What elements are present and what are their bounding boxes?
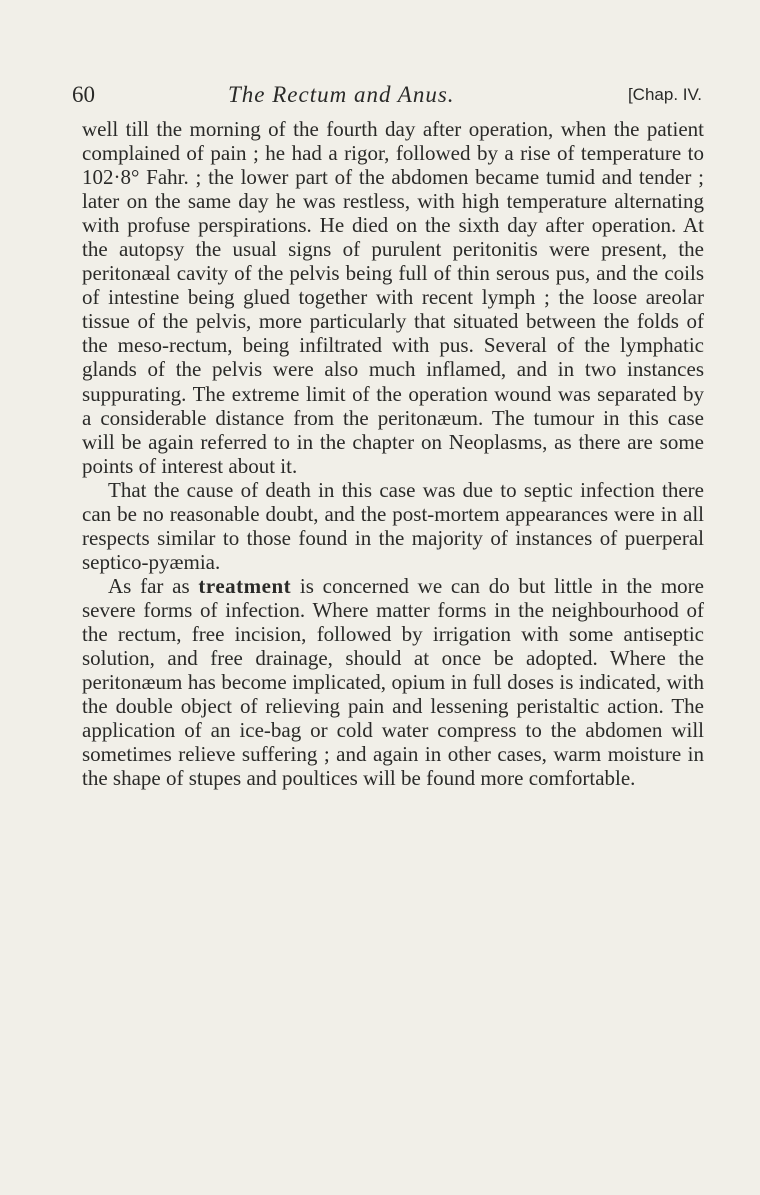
page-number: 60 xyxy=(72,82,95,107)
paragraph-3-body: is concerned we can do but little in the more severe forms of infection. Where matter forms in the neighbourhood of the rectum, free incision, followed by irrigation with some antiseptic solution, and free drainage, should at once be adopted. Where the peritonæum has become implicated, opium in full doses is indicated, with the double object of relieving pain and lessening peristaltic action. The application of an ice-bag or cold water compress to the abdomen will sometimes relieve suffering ; and again in other cases, warm moisture in the shape of stupes and poultices will be found more comfortable. xyxy=(82,573,704,791)
paragraph-2: That the cause of death in this case was due to septic infection there can be no reasonable doubt, and the post-mortem appearances were in all respects similar to those found in the majority of instances of puerperal septico-pyæmia. xyxy=(82,477,704,574)
body-text xyxy=(82,117,704,790)
chapter-reference: [Chap. IV. xyxy=(627,85,702,104)
page-header xyxy=(72,82,702,112)
running-title: The Rectum and Anus. xyxy=(228,82,455,107)
paragraph-3 xyxy=(82,574,704,790)
paragraph-1: well till the morning of the fourth day after operation, when the patient complained of pain ; he had a rigor, followed by a rise of temperature to 102·8° Fahr. ; the lower part of the abdomen became tumid and tender ; later on the same day he was restless, with high temperature alternating with profuse perspirations. He died on the sixth day after operation. At the autopsy the usual signs of purulent peritonitis were present, the peritonæal cavity of the pelvis being full of thin serous pus, and the coils of intestine being glued together with recent lymph ; the loose areolar tissue of the pelvis, more particularly that situated between the folds of the meso-rectum, being infiltrated with pus. Several of the lymphatic glands of the pelvis were also much inflamed, and in two instances suppurating. The extreme limit of the operation wound was separated by a considerable distance from the peritonæum. The tumour in this case will be again referred to in the chapter on Neoplasms, as there are some points of interest about it. xyxy=(82,117,704,478)
paragraph-3-lead: As far as xyxy=(108,573,199,598)
treatment-heading: treatment xyxy=(198,573,292,598)
